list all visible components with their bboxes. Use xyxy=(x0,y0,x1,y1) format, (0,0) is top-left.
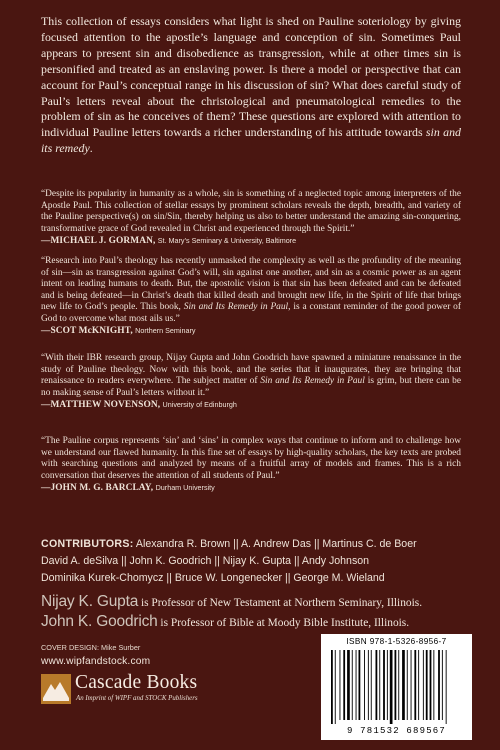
endorsement-attribution xyxy=(41,235,461,247)
barcode-bar xyxy=(371,650,372,720)
barcode-bar xyxy=(398,650,399,720)
barcode-bar xyxy=(379,650,380,720)
barcode-bar xyxy=(331,650,333,724)
endorsement-book-title: Sin and Its Remedy in Paul xyxy=(260,376,365,386)
endorsement-attribution xyxy=(41,325,461,337)
publisher-subtitle: An Imprint of WIPF and STOCK Publishers xyxy=(76,695,198,702)
endorsement-barclay xyxy=(41,436,461,494)
barcode-bar xyxy=(407,650,408,720)
endorsement-text: “The Pauline corpus represents ‘sin’ and ‘sins’ in complex ways that continue to inform and to challenge how we understand our flawed humanity. In this fine set of essays by high-quality scholars, the key texts are probed with searching questions and analyzed by means of a fruitful array of models and frames. This is a rich conversation that deserves the attention of all students of Paul.” xyxy=(41,436,461,481)
barcode-bar xyxy=(347,650,350,720)
endorser-name: —MATTHEW NOVENSON, xyxy=(41,400,161,410)
publisher-name: Cascade Books xyxy=(75,672,198,693)
barcode-bar xyxy=(446,650,447,724)
barcode-bar xyxy=(352,650,353,720)
endorsement-book-title: Sin and Its Remedy in Paul xyxy=(183,302,289,312)
barcode-bar xyxy=(395,650,397,720)
endorsement-attribution xyxy=(41,482,461,494)
publisher-logo xyxy=(41,672,271,708)
barcode-digits: 9 781532 689567 xyxy=(346,726,446,736)
barcode-bar xyxy=(418,650,419,720)
endorsement-mcknight xyxy=(41,256,461,337)
contributors-names-2: David A. deSilva || John K. Goodrich || Nijay K. Gupta || Andy Johnson xyxy=(41,555,370,567)
barcode-bar xyxy=(383,650,385,720)
contributors-names-3: Dominika Kurek-Chomycz || Bruce W. Longenecker || George M. Wieland xyxy=(41,572,385,584)
endorser-name: —SCOT McKNIGHT, xyxy=(41,326,133,336)
barcode-icon xyxy=(329,650,464,724)
book-description xyxy=(41,14,461,157)
barcode-box xyxy=(321,634,472,740)
isbn-text: ISBN 978-1-5326-8956-7 xyxy=(346,637,447,646)
editor-bio-goodrich xyxy=(41,614,481,631)
description-text: This collection of essays considers what light is shed on Pauline soteriology by giving focused attention to the apostle’s language and conception of sin. Sometimes Paul appears to present sin and disobedience as transgression, while at other times sin is personified and treated as an enslaving power. Is there a model or perspective that can account for Paul’s conceptual range in his discussion of sin? What does careful study of Paul’s letters reveal about the christological and pneumatological remedies to the problem of sin as he conceives of them? These questions are explored with attention to individual Pauline letters towards a richer understanding of his attitude towards xyxy=(41,14,461,140)
barcode-bar xyxy=(438,650,440,720)
barcode-bar xyxy=(340,650,341,720)
editor-bio-text: is Professor of New Testament at Northern Seminary, Illinois. xyxy=(138,597,423,609)
editor-name: John K. Goodrich xyxy=(41,613,158,630)
endorsement-text: “With their IBR research group, Nijay Gupta and John Goodrich have spawned a miniature renaissance in the study of Pauline theology. Now with this book, and the series that it inaugurates, they are bringing that renaissance to readers everywhere. The subject matter of xyxy=(41,353,461,386)
endorser-affiliation: University of Edinburgh xyxy=(162,400,237,409)
publisher-website: www.wipfandstock.com xyxy=(41,656,151,667)
editor-bio-text: is Professor of Bible at Moody Bible Institute, Illinois. xyxy=(157,617,410,629)
barcode-bar xyxy=(387,650,388,720)
contributors-list xyxy=(41,536,471,587)
contributors-names-1: Alexandra R. Brown || A. Andrew Das || Martinus C. de Boer xyxy=(133,538,417,550)
cascade-mountain-icon xyxy=(41,674,71,704)
endorser-affiliation: Northern Seminary xyxy=(135,326,196,335)
endorser-affiliation: St. Mary’s Seminary & University, Baltimore xyxy=(157,236,297,245)
cover-design-credit: COVER DESIGN: Mike Surber xyxy=(41,643,141,652)
editor-name: Nijay K. Gupta xyxy=(41,593,139,610)
barcode-bar xyxy=(433,650,434,720)
barcode-bar xyxy=(368,650,369,720)
contributors-line-1 xyxy=(41,536,471,553)
barcode-bar xyxy=(423,650,424,720)
barcode-bar xyxy=(356,650,357,720)
endorsement-gorman xyxy=(41,189,461,247)
endorser-name: —MICHAEL J. GORMAN, xyxy=(41,236,156,246)
barcode-bar xyxy=(390,650,393,724)
endorsement-text-end: , is a constant reminder of the good power of God to overcome what most ails us.” xyxy=(41,302,461,324)
barcode-bar xyxy=(442,650,443,720)
barcode-bar xyxy=(411,650,412,720)
contributors-label: CONTRIBUTORS: xyxy=(41,538,134,550)
endorsement-attribution xyxy=(41,399,461,411)
barcode-bar xyxy=(343,650,345,720)
barcode-bar xyxy=(376,650,378,720)
endorsement-text-end: is grim, but there can be no making sense of Paul’s letters without it.” xyxy=(41,376,461,398)
description-end: . xyxy=(89,141,93,156)
endorser-affiliation: Durham University xyxy=(155,483,215,492)
barcode-bar xyxy=(335,650,336,724)
barcode-bar xyxy=(402,650,405,720)
barcode-bar xyxy=(426,650,428,720)
endorsement-text: “Research into Paul’s theology has recently unmasked the complexity as well as the profundity of the meaning of sin—sin as transgression against God’s will, sin against one another, and sin as a cosmic power as an agent intent on leading humans to death. But, the apostolic vision is that sin has been defeated and can be defeated and is being defeated—in Christ’s death that killed death and brought new life, in the Spirit of life that brings new life to God’s people. This book, xyxy=(41,256,461,312)
editor-bio-gupta xyxy=(41,594,481,611)
barcode-bar xyxy=(364,650,365,720)
barcode-bar xyxy=(430,650,432,720)
endorser-name: —JOHN M. G. BARCLAY, xyxy=(41,483,154,493)
endorsement-text: “Despite its popularity in humanity as a whole, sin is something of a neglected topic among interpreters of the Apostle Paul. This collection of stellar essays by prominent scholars reveals the depth, breadth, and variety of the Pauline perspective(s) on sin/Sin, thereby helping us also to better understand the amazing sin-conquering, transformative grace of God revealed in Christ and experienced through the Spirit.” xyxy=(41,189,461,234)
barcode-bar xyxy=(359,650,361,720)
endorsement-novenson xyxy=(41,353,461,411)
description-italic: sin and its remedy xyxy=(41,125,461,156)
barcode-bar xyxy=(414,650,416,720)
